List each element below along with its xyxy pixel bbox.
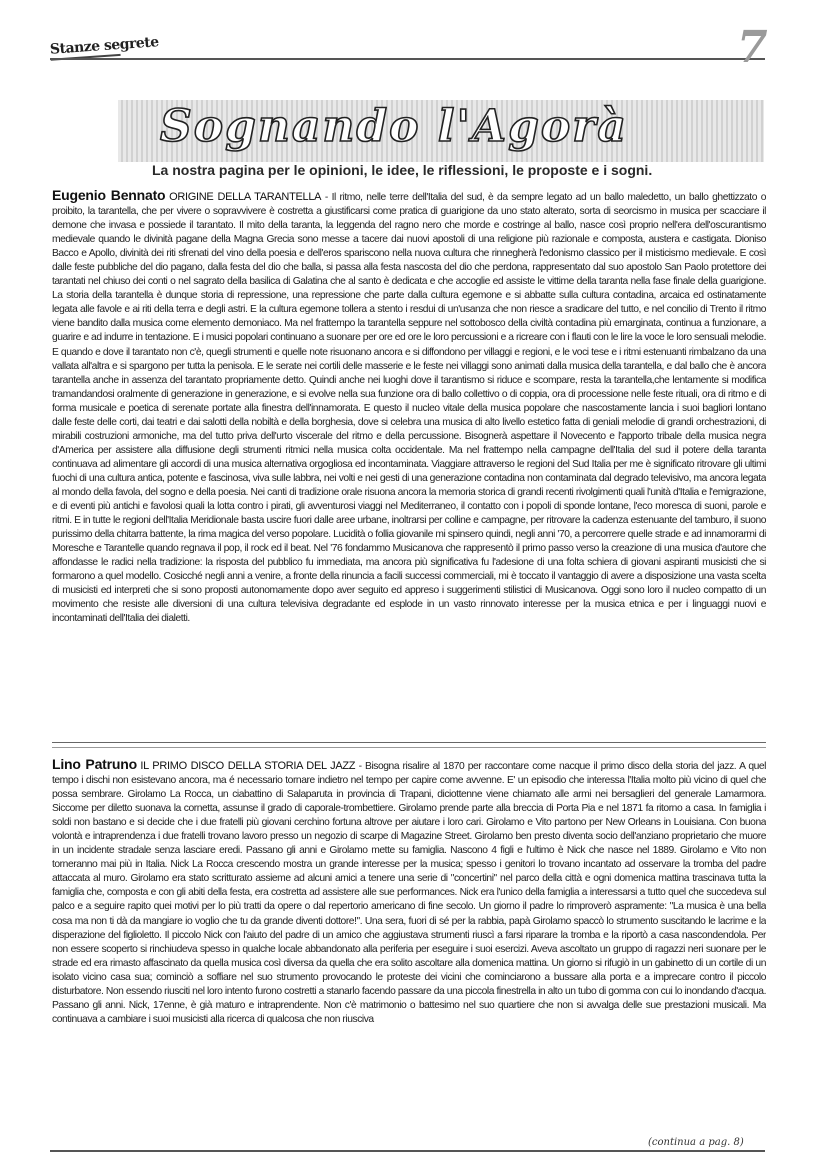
continued-note: (continua a pag. 8) (648, 1137, 744, 1148)
magazine-logo: Stanze segrete (49, 34, 159, 61)
article-author: Lino Patruno (52, 757, 137, 772)
article-headline: IL PRIMO DISCO DELLA STORIA DEL JAZZ (140, 760, 356, 772)
article-primo-disco-jazz (52, 757, 766, 1127)
article-body: - Bisogna risalire al 1870 per raccontare come nacque il primo disco della storia del jazz. A quel tempo i dischi non esistevano ancora, ma é necessario tornare indietro nel tempo per capire come avvenne. E' un episodio che interessa l'Italia molto più vicino di quel che possa sembrare. Girolamo La Rocca, un ciabattino di Salaparuta in provincia di Trapani, diciottenne viene chiamato alle armi nei bersaglieri del generale Lamarmora. Siccome per diletto suonava la cornetta, assunse il grado di caporale-trombettiere. Girolamo prende parte alla breccia di Porta Pia e nel 1871 fa ritorno a casa. In famiglia i soldi non bastano e si decide che i due fratelli più giovani cerchino fortuna altrove per aiutare i loro cari. Girolamo e Vito partono per New Orleans in Louisiana. Con buona volontà e intraprendenza i due fratelli trovano lavoro presso un negozio di scarpe di Magazine Street. Girolamo ben presto diventa socio dell'anziano proprietario che muore in un incidente stradale senza lasciare eredi. Passano gli anni e Girolamo mette su famiglia. Nascono 4 figli e l'ultimo è Nick che nasce nel 1889. Girolamo e Vito non torneranno mai più in Italia. Nick La Rocca crescendo mostra un grande interesse per la musica; spesso i genitori lo trovano incantato ad osservare la tromba del padre attaccata al muro. Girolamo era stato scritturato assieme ad alcuni amici a tenere una serie di "concertini" nel parco della città e ogni domenica mattina trascinava tutta la famiglia che, composta e con gli abiti della festa, era costretta ad assistere alle sue performances. Nick era l'unico della famiglia a interessarsi a tutto quel che succedeva sul palco e a seguire rapito quei motivi per lo più tratti da opere o dal repertorio americano di fine secolo. Un giorno il padre lo rimproverò aspramente: "La musica è una bella cosa ma non ti dà da mangiare io voglio che tu da grande diventi dottore!". Una sera, fuori di sé per la rabbia, papà Girolamo spaccò lo strumento suscitando le lacrime e la disperazione del figlioletto. Il piccolo Nick con l'aiuto del padre di un amico che aggiustava strumenti riuscì a farsi riparare la tromba e la riportò a casa nascondendola. Per non essere scoperto si rinchiudeva spesso in qualche locale abbandonato alla periferia per eseguire i suoi esercizi. Aveva ascoltato un gruppo di ragazzi neri suonare per le strade ed era rimasto affascinato da quella musica così diversa da quella che era solito ascoltare alla domenica mattina. Un giorno si rifugiò in un gabinetto di un cortile di un isolato vicino casa sua; cominciò a soffiare nel suo strumento provocando le proteste dei vicini che cominciarono a bussare alla porta e a imprecare contro il piccolo disturbatore. Non essendo riusciti nel loro intento furono costretti a stanarlo facendo passare da una piccola finestrella in alto un tubo di gomma con cui lo inondando d'acqua. Passano gli anni. Nick, 17enne, è già maturo e intraprendente. Non c'è matrimonio o battesimo nel suo quartiere che non si avvalga delle sue prestazioni musicali. Ma continuava a cambiare i suoi musicisti alla ricerca di qualcosa che non riusciva (52, 761, 766, 1025)
article-author: Eugenio Bennato (52, 188, 166, 203)
article-headline: ORIGINE DELLA TARANTELLA (169, 191, 322, 203)
article-origine-tarantella (52, 188, 766, 734)
section-title: Sognando l'Agorà (160, 101, 628, 152)
page-number: 7 (737, 22, 768, 73)
footer-rule (50, 1150, 765, 1152)
section-subtitle: La nostra pagina per le opinioni, le idee, le riflessioni, le proposte e i sogni. (152, 162, 653, 178)
header-rule (50, 58, 765, 60)
article-body: - Il ritmo, nelle terre dell'Italia del sud, è da sempre legato ad un ballo maledetto, un ballo ghettizzato o proibito, la tarantella, che per vivere o sopravvivere è costretta a giustificarsi come pratica di guarigione da uno stato alterato, sorta di seorcismo in musica per scacciare il demone che invasa e possiede il tarantato. Il mito della taranta, la leggenda del ragno nero che morde e costringe al ballo, nasce così proprio nell'era dell'oscurantismo medievale quando le divinità pagane della Magna Grecia sono messe a tacere dai nuovi apostoli di una religione più razionale e composta, austera e castigata. Dioniso Bacco e Apollo, divinità dei riti sfrenati del vino della poesia e dell'eros spariscono nella nuova cultura che rinnegherà l'edonismo classico per il misticismo medievale. E così dalle feste pubbliche del dio pagano, dalla festa del dio che balla, si passa alla festa nascosta del dio che perdona, rappresentato dal suo apostolo San Paolo protettore dei tarantati nel chiuso dei conti o nel sagrato della basilica di Galatina che al santo è dedicata e che accoglie ed assiste le vittime della taranta nella fase finale della guarigione. La storia della tarantella è dunque storia di repressione, una repressione che parte dalla cultura egemone e si abbatte sulla cultura contadina, arcaica ed ostinatamente legata alle favole e ai riti della terra e degli astri. E la cultura egemone tollera a stento i resdui di un'usanza che non riesce a sradicare del tutto, e nel concilio di Trento il ritmo viene bandito dalla musica come elemento demoniaco. Ma nel frattempo la tarantella seppure nel sottobosco della civiltà contadina più emarginata, continua a funzionare, a guarire e ad indurre in tentazione. E i musici popolari continuano a suonare per ore ed ore le loro percussioni e a ricreare con i flauti con le lire la voce le loro sensuali melodie. E quando e dove il tarantato non c'è, quegli strumenti e quelle note risuonano ancora e si diffondono per villaggi e regioni, e le voci tese e i ritmi estenuanti rimbalzano da una vallata all'altra e si spargono per tutta la penisola. E le serate nei cortili delle masserie e le feste nei villaggi sono animati dalla musica della tarantella, e dal ballo che è ancora tarantella anche in assenza del tarantato propriamente detto. Quindi anche nei luoghi dove il tarantismo si riduce e scompare, resta la tarantella,che lentamente si modifica tramandandosi oralmente di generazione in generazione, e si evolve nella sua funzione ora di ballo collettivo o di coppia, ora di processione nelle feste rituali, ora di ritmo e di forma musicale e poetica di serenate portate alla finestra dell'innamorata. E questo il nucleo vitale della musica popolare che nascostamente lancia i suoi bagliori lontano dalle feste delle corti, dai teatri e dai salotti della nobiltà e della borghesia, dove si celebra una musica di alto livello estetico fatta di geniali melodie di grandi orchestrazioni, di mirabili costruzioni armoniche, ma del tutto priva dell'urto viscerale del ritmo e della percussione. Bisognerà aspettare il Novecento e l'apporto tribale della musica negra d'America per assistere alla diffusione degli strumenti ritmici nella musica colta occidentale. Ma nel frattempo nella campagne dell'Italia del sud il potere della taranta continuava ad alimentare gli accordi di una musica alternativa orgogliosa ed incontaminata. Viaggiare attraverso le regioni del Sud Italia per me è significato ritrovare gli ultimi fuochi di una cultura antica, potente e fascinosa, viva sulle labbra, nei volti e nei gesti di una generazione contadina non contaminata dal degrado televisivo, ma ancora legata al mondo della favola, del sogno e della poesia. Nei canti di tradizione orale risuona ancora la memoria storica di grandi recenti rivolgimenti quali l'unità d'Italia e l'emigrazione, e di eventi più antichi e favolosi quali la lotta contro i pirati, gli avventurosi viaggi nel Mediterraneo, il contatto con i popoli di sponde lontane, l'eco moresca di suoni, parole e ritmi. E in tutte le regioni dell'Italia Meridionale basta uscire fuori dalle aree urbane, inoltrarsi per colline e campagne, per ritrovare la cadenza estenuante del tamburo, il suono purissimo della chitarra battente, la rima magica del verso popolare. Lucidità o follia giovanile mi spinsero quindi, negli anni '70, a percorrere quelle strade e ad innamorarmi di Moresche e Tarantelle quando regnava il pop, il rock ed il beat. Nel '76 fondammo Musicanova che rappresentò il primo passo verso la creazione di una musica d'autore che affondasse le radici nella tradizione: la risposta del pubblico fu immediata, ma ancora più significativa fu l'adesione di una folta schiera di giovani aspiranti musicisti che si formarono a quel modello. Cosicché negli anni a venire, a fronte della rinuncia a facili successi commerciali, mi è toccato il vantaggio di avere a disposizione una vasta scelta di musicisti ed interpreti che si sono proposti autonomamente dopo aver seguito ed appreso i suggerimenti stilistici di Musicanova. Oggi sono loro il nucleo compatto di un movimento che resiste alle diversioni di una cultura televisiva degradante ed esplode in un vasto rinnovato interesse per la musica etnica e per i linguaggi nuovi e incontaminati dell'Italia dei dialetti. (52, 192, 766, 625)
article-separator (52, 742, 766, 748)
